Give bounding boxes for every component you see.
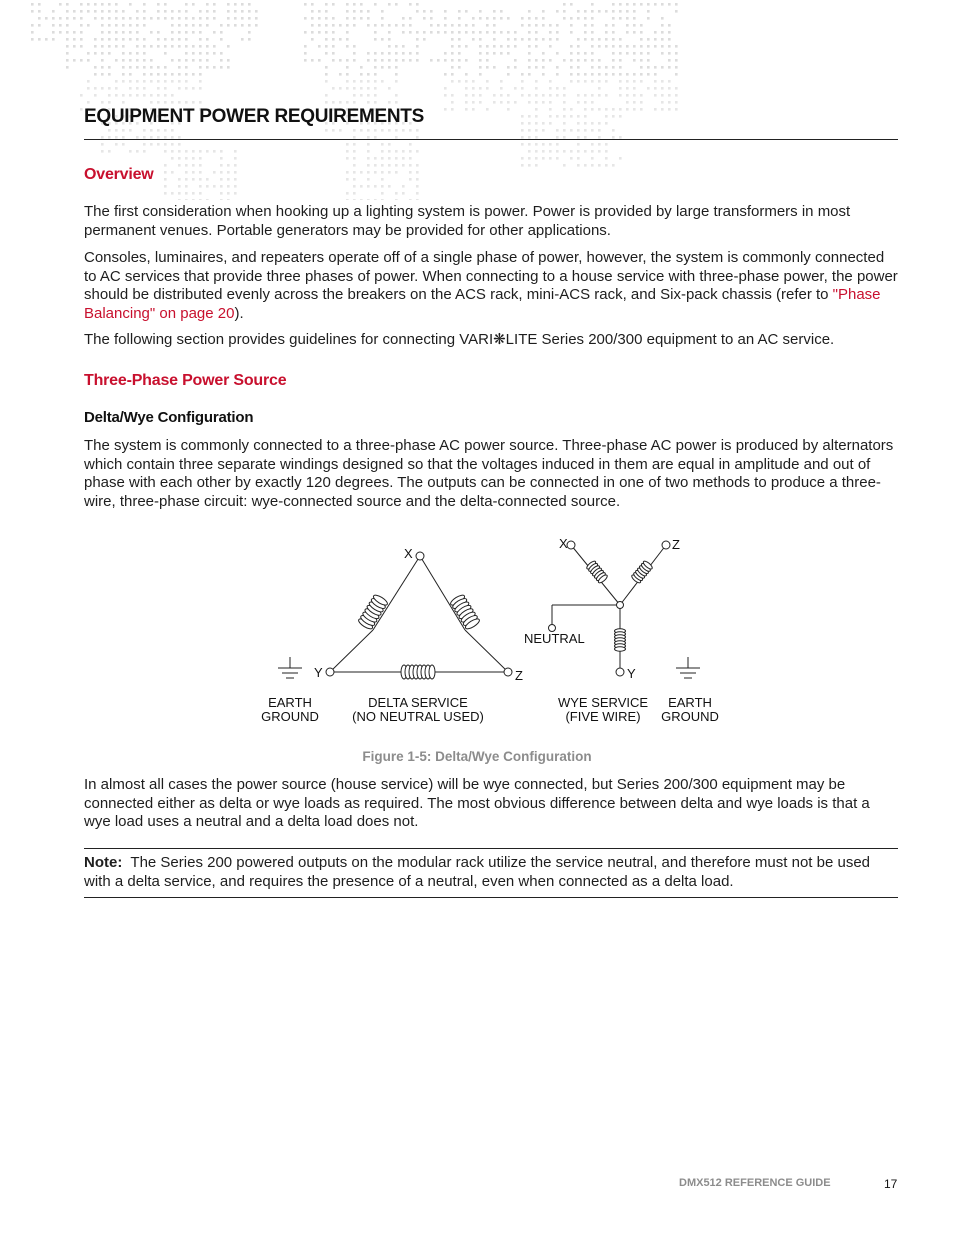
- delta-wye-diagram: [250, 530, 740, 730]
- delta-service-label-line1: DELTA SERVICE: [368, 695, 468, 710]
- three-phase-heading: Three-Phase Power Source: [84, 372, 287, 389]
- three-phase-paragraph: The system is commonly connected to a three-phase AC power source. Three-phase AC power is produced by alternators which contain three separate windings designed so that the voltages induced in them are equal in amplitude and out of phase with each other by exactly 120 degrees. The outputs can be connected in one of two methods to produce a three-wire, three-phase circuit: wye-connected source and the delta-connected source.: [84, 437, 894, 510]
- wye-service-label-line2: (FIVE WIRE): [565, 709, 641, 724]
- figure-caption: Figure 1-5: Delta/Wye Configuration: [362, 749, 592, 764]
- title-divider: [84, 139, 898, 140]
- delta-x-label: X: [404, 546, 413, 561]
- overview-paragraph-3: The following section provides guidelines for connecting VARI❋LITE Series 200/300 equipment to an AC service.: [84, 331, 835, 348]
- earth-ground-right-line1: EARTH: [668, 695, 712, 710]
- overview-paragraph-2: [84, 249, 900, 323]
- overview-paragraph-1: The first consideration when hooking up a lighting system is power. Power is provided by large transformers in most permanent venues. Portable generators may be provided for other applications.: [84, 203, 851, 239]
- footer-guide-title: DMX512 REFERENCE GUIDE: [679, 1177, 831, 1189]
- phase-balancing-link[interactable]: "Phase Balancing" on page 20: [84, 286, 881, 322]
- earth-ground-left-line2: GROUND: [261, 709, 319, 724]
- earth-ground-right-line2: GROUND: [661, 709, 719, 724]
- neutral-label: NEUTRAL: [524, 631, 585, 646]
- note-text: The Series 200 powered outputs on the modular rack utilize the service neutral, and therefore must not be used with a delta service, and requires the presence of a neutral, even when connected as a delta load.: [84, 854, 870, 890]
- delta-coils: [357, 593, 481, 679]
- delta-z-label: Z: [515, 668, 523, 683]
- wye-z-label: Z: [672, 537, 680, 552]
- note-label: Note:: [84, 854, 123, 871]
- after-figure-paragraph: In almost all cases the power source (house service) will be wye connected, but Series 200/300 equipment may be connected either as delta or wye loads as required. The most obvious difference between delta and wye loads is that a wye load uses a neutral and a delta load does not.: [84, 776, 870, 831]
- overview-heading: Overview: [84, 166, 154, 183]
- delta-y-label: Y: [314, 665, 323, 680]
- overview-paragraph-2-text: Consoles, luminaires, and repeaters operate off of a single phase of power, however, the system is commonly connected to AC services that provide three phases of power. When connecting to a house service with three-phase power, the power should be distributed evenly across the breakers on the ACS rack, mini-ACS rack, and Six-pack chassis (refer to: [84, 249, 898, 304]
- note-bottom-rule: [84, 897, 898, 898]
- overview-paragraph-2-end: ).: [234, 304, 244, 322]
- earth-ground-left-line1: EARTH: [268, 695, 312, 710]
- page-title: EQUIPMENT POWER REQUIREMENTS: [84, 106, 424, 127]
- note-top-rule: [84, 848, 898, 849]
- wye-service-label-line1: WYE SERVICE: [557, 695, 649, 710]
- wye-x-label: X: [559, 536, 568, 551]
- note-block: [84, 854, 900, 891]
- delta-wye-subheading: Delta/Wye Configuration: [84, 409, 254, 426]
- wye-y-label: Y: [627, 666, 636, 681]
- delta-service-label-line2: (NO NEUTRAL USED): [352, 709, 484, 724]
- footer-page-number: 17: [884, 1177, 898, 1191]
